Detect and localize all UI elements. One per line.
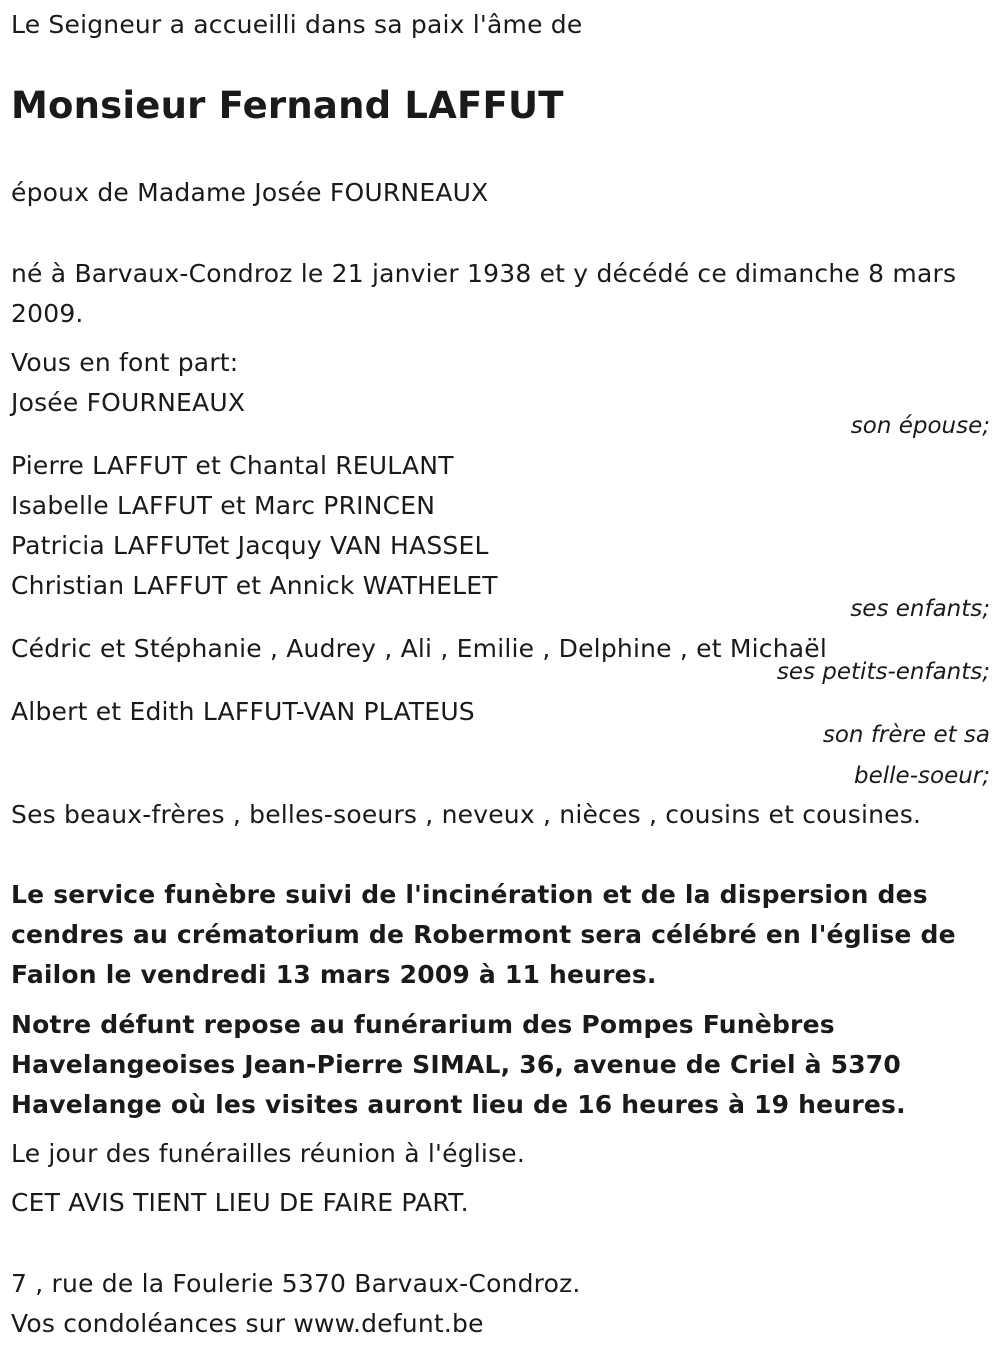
notice-text: CET AVIS TIENT LIEU DE FAIRE PART. — [11, 1188, 469, 1217]
rest-line: Havelangeoises Jean-Pierre SIMAL, 36, avenue de Criel à 5370 — [11, 1050, 901, 1079]
grandchildren-role: ses petits-enfants; — [776, 659, 990, 685]
child-line: Patricia LAFFUTet Jacquy VAN HASSEL — [11, 531, 489, 560]
address-text: 7 , rue de la Foulerie 5370 Barvaux-Condroz. — [11, 1269, 581, 1298]
child-line: Christian LAFFUT et Annick WATHELET — [11, 571, 498, 600]
service-line: Failon le vendredi 13 mars 2009 à 11 heures. — [11, 960, 657, 989]
sibling-names: Albert et Edith LAFFUT-VAN PLATEUS — [11, 697, 475, 726]
intro-text: Le Seigneur a accueilli dans sa paix l'âme de — [11, 10, 583, 39]
child-line: Isabelle LAFFUT et Marc PRINCEN — [11, 491, 436, 520]
spouse-line: époux de Madame Josée FOURNEAUX — [11, 178, 489, 207]
birth-death-line-2: 2009. — [11, 299, 84, 328]
children-role: ses enfants; — [850, 596, 990, 622]
announce-text: Vous en font part: — [11, 348, 239, 377]
spouse-role: son épouse; — [850, 413, 990, 439]
grandchildren-names: Cédric et Stéphanie , Audrey , Ali , Emilie , Delphine , et Michaël — [11, 634, 828, 663]
sibling-role-line-1: son frère et sa — [822, 722, 990, 748]
rest-line: Havelange où les visites auront lieu de 16 heures à 19 heures. — [11, 1090, 906, 1119]
spouse-name: Josée FOURNEAUX — [11, 388, 246, 417]
service-line: Le service funèbre suivi de l'incinération et de la dispersion des — [11, 880, 928, 909]
condolences-text: Vos condoléances sur www.defunt.be — [11, 1309, 484, 1338]
deceased-name: Monsieur Fernand LAFFUT — [11, 84, 564, 127]
service-line: cendres au crématorium de Robermont sera célébré en l'église de — [11, 920, 956, 949]
child-line: Pierre LAFFUT et Chantal REULANT — [11, 451, 454, 480]
sibling-role-line-2: belle-soeur; — [854, 763, 990, 789]
reunion-text: Le jour des funérailles réunion à l'église. — [11, 1139, 526, 1168]
other-relatives: Ses beaux-frères , belles-soeurs , neveux , nièces , cousins et cousines. — [11, 800, 922, 829]
birth-death-line-1: né à Barvaux-Condroz le 21 janvier 1938 et y décédé ce dimanche 8 mars — [11, 259, 957, 288]
rest-line: Notre défunt repose au funérarium des Pompes Funèbres — [11, 1010, 835, 1039]
